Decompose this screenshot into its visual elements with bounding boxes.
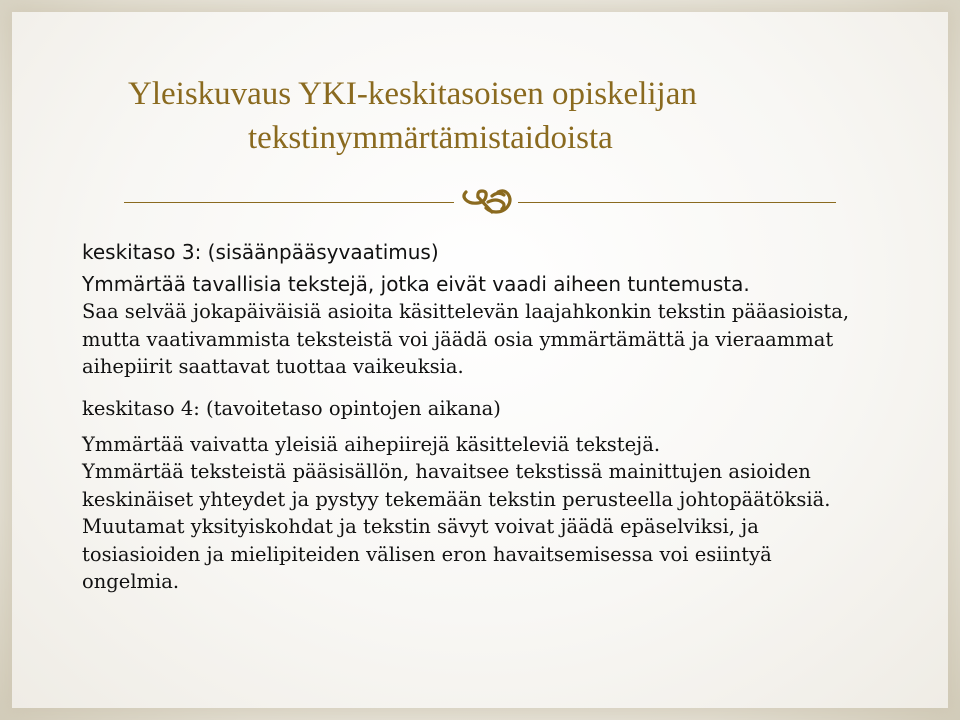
slide-title-line2: tekstinymmärtämistaidoista <box>248 120 613 156</box>
slide-body <box>82 238 872 596</box>
level4-summary: Ymmärtää vaivatta yleisiä aihepiirejä käsitteleviä tekstejä. <box>82 432 661 456</box>
divider-rule-right <box>518 202 836 203</box>
level4-description: Ymmärtää teksteistä pääsisällön, havaitsee tekstissä mainittujen asioiden keskinäiset yhteydet ja pystyy tekemään tekstin perusteella johtopäätöksiä. Muutamat yksityiskohdat ja tekstin sävyt voivat jäädä epäselviksi, ja tosiasioiden ja mielipiteiden välisen eron havaitsemisessa voi esiintyä ongelmia. <box>82 460 831 593</box>
level3-heading: keskitaso 3: (sisäänpääsyvaatimus) <box>82 240 439 264</box>
slide-title <box>128 72 888 160</box>
scroll-ornament-icon <box>458 186 518 218</box>
level3-summary: Ymmärtää tavallisia tekstejä, jotka eivät vaadi aiheen tuntemusta. <box>82 272 750 296</box>
divider-rule-left <box>124 202 454 203</box>
slide-title-line1: Yleiskuvaus YKI-keskitasoisen opiskelijan <box>128 76 697 112</box>
level4-heading: keskitaso 4: (tavoitetaso opintojen aikana) <box>82 396 501 420</box>
title-divider <box>124 188 836 216</box>
level3-description: Saa selvää jokapäiväisiä asioita käsittelevän laajahkonkin tekstin pääasioista, mutta vaativammista teksteistä voi jäädä osia ymmärtämättä ja vieraammat aihepiirit saattavat tuottaa vaikeuksia. <box>82 300 850 378</box>
